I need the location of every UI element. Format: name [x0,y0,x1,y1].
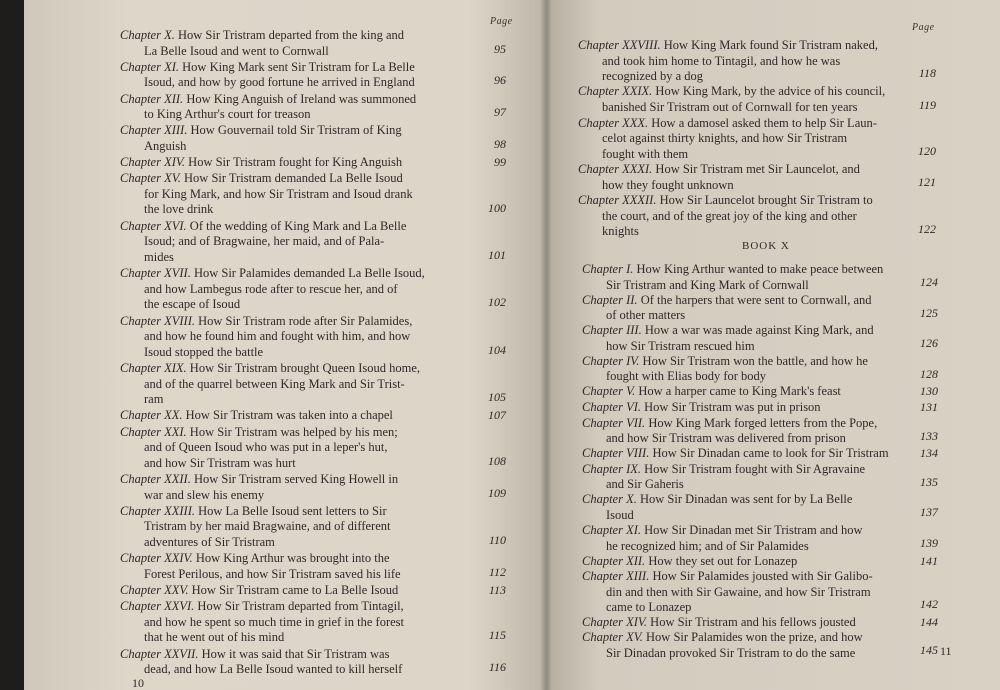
chapter-number: Chapter XIV. [120,155,186,170]
page-number: 144 [920,614,938,629]
toc-entry [578,116,918,163]
page-number: 119 [918,97,936,112]
chapter-title-line: Of the harpers that were sent to Cornwall, and [640,292,872,307]
chapter-title-line: Anguish [144,138,187,153]
chapter-number: Chapter XIV. [582,614,648,629]
toc-entry [582,400,922,416]
chapter-number: Chapter X. [120,28,175,42]
chapter-title-line: he recognized him; and of Sir Palamides [606,538,809,553]
chapter-title-line: How Sir Tristram brought Queen Isoud home, [189,361,420,375]
chapter-title-line: and how he spent so much time in grief in the forest [144,614,405,629]
page-number: 101 [488,248,506,262]
chapter-number: Chapter XI. [120,59,180,74]
page-number: 113 [488,583,506,597]
page-number: 96 [494,73,506,88]
chapter-title-line: How King Anguish of Ireland was summoned [186,91,417,106]
chapter-number: Chapter XXIII. [120,503,195,518]
chapter-number: Chapter VII. [582,415,646,430]
chapter-number: Chapter XIX. [120,361,187,375]
page-number: 141 [920,553,938,568]
page-number: 128 [920,366,938,381]
chapter-title-line: the love drink [144,202,214,217]
toc-entry [120,92,490,123]
toc-entry [120,219,490,266]
chapter-title-line: How Sir Dinadan came to look for Sir Tristram [652,446,889,461]
chapter-title-line: adventures of Sir Tristram [144,534,275,549]
chapter-number: Chapter III. [582,323,642,338]
toc-entry [582,462,922,493]
chapter-title-line: How Sir Tristram and his fellows jousted [650,614,856,629]
page-number: 142 [920,597,938,612]
chapter-title-line: came to Lonazep [606,600,692,615]
toc-entry [578,84,918,115]
toc-entry [582,416,922,447]
toc-entry [120,155,490,171]
toc-entry [582,262,922,293]
chapter-number: Chapter XXII. [120,472,191,486]
chapter-title-line: Of the wedding of King Mark and La Belle [189,218,407,233]
chapter-title-line: How Sir Dinadan met Sir Tristram and how [644,523,863,537]
page-number: 116 [488,660,506,675]
chapter-title-line: How Sir Tristram won the battle, and how he [642,353,868,368]
chapter-title-line: How Sir Tristram departed from the king and [177,28,404,42]
chapter-title-line: How Sir Tristram met Sir Launcelot, and [655,162,860,176]
chapter-title-line: How King Arthur wanted to make peace between [636,262,884,276]
chapter-title-line: How Sir Tristram fought for King Anguish [188,155,403,170]
chapter-title-line: Isoud, and how by good fortune he arrived in England [144,75,415,90]
chapter-title-line: and of Queen Isoud who was put in a leper's hut, [144,440,388,455]
chapter-title-line: Isoud stopped the battle [144,344,264,359]
page-number: 95 [494,41,506,56]
toc-entry [120,551,490,582]
chapter-title-line: How King Arthur was brought into the [195,551,390,566]
chapter-number: Chapter XVIII. [120,313,195,328]
chapter-number: Chapter XXX. [578,115,649,130]
chapter-title-line: How a damosel asked them to help Sir Laun- [651,115,877,130]
toc-entry [578,162,918,193]
toc-entry [582,492,922,523]
chapter-number: Chapter XIII. [120,123,188,138]
page-number: 107 [488,408,506,423]
chapter-title-line: celot against thirty knights, and how Sir Tristram [602,131,848,146]
toc-entry [120,266,490,313]
chapter-title-line: mides [144,249,174,264]
page-number: 126 [920,336,938,351]
chapter-title-line: How a harper came to King Mark's feast [638,384,841,399]
chapter-number: Chapter IX. [582,461,642,476]
chapter-number: Chapter XXIX. [578,84,653,99]
page-number: 133 [920,428,938,443]
toc-entry [120,60,490,91]
chapter-title-line: How Sir Tristram fought with Sir Agravaine [644,461,865,476]
chapter-title-line: Forest Perilous, and how Sir Tristram saved his life [144,566,401,581]
toc-entry [582,446,922,462]
toc-entry [120,28,490,59]
chapter-number: Chapter XXXI. [578,162,653,176]
chapter-title-line: the escape of Isoud [144,297,241,312]
toc-entry [582,323,922,354]
chapter-title-line: How La Belle Isoud sent letters to Sir [198,503,387,518]
chapter-title-line: How Sir Tristram was helped by his men; [189,424,398,439]
chapter-number: Chapter XXV. [120,583,189,597]
chapter-number: Chapter XXXII. [578,193,657,208]
chapter-number: Chapter XXI. [120,424,187,439]
page-number: 131 [920,400,938,414]
chapter-number: Chapter XXVI. [120,599,195,614]
chapter-title-line: How Sir Tristram served King Howell in [193,472,399,486]
chapter-title-line: How King Mark sent Sir Tristram for La Belle [182,59,415,74]
left-folio: 10 [132,676,144,690]
chapter-title-line: Isoud [606,507,634,522]
toc-entry [582,554,922,570]
page-number: 134 [920,446,938,461]
page-number: 104 [488,342,506,357]
chapter-number: Chapter XXVII. [120,646,199,661]
toc-entry [582,615,922,631]
chapter-title-line: dead, and how La Belle Isoud wanted to kill herself [144,662,403,677]
toc-entry [120,123,490,154]
chapter-title-line: and how Sir Tristram was delivered from prison [606,431,846,446]
gutter-shadow [540,0,552,690]
toc-entry [120,472,490,503]
toc-entry [120,171,490,218]
toc-entry [120,425,490,472]
chapter-title-line: How Sir Tristram came to La Belle Isoud [191,583,399,597]
toc-entry [582,384,922,400]
toc-entry [582,293,922,324]
page-number: 120 [918,144,936,158]
page-number: 139 [920,536,938,550]
chapter-title-line: How they set out for Lonazep [648,553,798,568]
chapter-title-line: Sir Dinadan provoked Sir Tristram to do the same [606,645,856,660]
chapter-title-line: How Sir Tristram departed from Tintagil, [197,599,404,614]
book-heading: BOOK X [742,240,790,252]
chapter-title-line: to King Arthur's court for treason [144,107,311,122]
chapter-number: Chapter I. [582,262,634,276]
chapter-title-line: and how Sir Tristram was hurt [144,455,296,470]
right-folio: 11 [940,644,952,658]
toc-entry [120,599,490,646]
chapter-title-line: How Sir Tristram was put in prison [644,400,821,414]
chapter-title-line: How King Mark forged letters from the Pope, [648,415,878,430]
chapter-number: Chapter XII. [582,553,646,568]
page-number: 135 [920,474,938,489]
page-number: 130 [920,384,938,399]
page-number: 145 [920,643,938,658]
chapter-title-line: How King Mark found Sir Tristram naked, [663,38,878,52]
chapter-title-line: that he went out of his mind [144,630,285,645]
page-number: 118 [918,66,936,81]
toc-entry [582,354,922,385]
chapter-title-line: How Sir Tristram rode after Sir Palamides, [198,313,413,328]
chapter-title-line: Isoud; and of Bragwaine, her maid, and of Pala- [144,234,385,249]
page-column-label: Page [490,16,513,27]
chapter-title-line: recognized by a dog [602,69,704,83]
chapter-title-line: of other matters [606,308,686,323]
right-page [546,0,1000,690]
chapter-number: Chapter XI. [582,523,642,537]
chapter-number: Chapter VI. [582,400,642,414]
chapter-title-line: La Belle Isoud and went to Cornwall [144,43,329,58]
toc-entry [578,38,918,85]
toc-entry [120,408,490,424]
toc-entry [582,523,922,554]
chapter-title-line: and how he found him and fought with him, and how [144,329,411,344]
page-number: 105 [488,390,506,405]
chapter-number: Chapter XVII. [120,266,191,281]
toc-entry [120,583,490,599]
chapter-title-line: How King Mark, by the advice of his council, [655,84,886,99]
chapter-number: Chapter XXVIII. [578,38,661,52]
chapter-title-line: How Gouvernail told Sir Tristram of King [190,123,402,138]
chapter-title-line: How Sir Launcelot brought Sir Tristram to [659,193,873,208]
chapter-title-line: how they fought unknown [602,177,734,192]
chapter-number: Chapter VIII. [582,446,650,461]
page-number: 102 [488,295,506,310]
chapter-number: Chapter V. [582,384,636,399]
chapter-title-line: din and then with Sir Gawaine, and how Sir Tristram [606,584,871,599]
page-number: 125 [920,305,938,320]
chapter-title-line: and of the quarrel between King Mark and Sir Trist- [144,376,405,391]
toc-entry [120,504,490,551]
toc-entry [120,647,490,678]
page-number: 110 [488,533,506,547]
page-number: 99 [494,155,506,170]
chapter-title-line: knights [602,224,639,239]
page-number: 122 [918,221,936,236]
chapter-title-line: war and slew his enemy [144,487,265,502]
chapter-title-line: ram [144,392,164,406]
chapter-title-line: How it was said that Sir Tristram was [201,646,390,661]
chapter-title-line: for King Mark, and how Sir Tristram and Isoud drank [144,186,413,201]
page-number: 98 [494,137,506,151]
left-page [24,0,546,690]
chapter-number: Chapter XIII. [582,569,650,584]
chapter-title-line: how Sir Tristram rescued him [606,338,755,353]
page-number: 137 [920,505,938,520]
chapter-title-line: Sir Tristram and King Mark of Cornwall [606,277,809,292]
chapter-title-line: and took him home to Tintagil, and how he was [602,53,841,68]
chapter-title-line: How Sir Palamides won the prize, and how [646,630,863,645]
page-number: 97 [494,105,506,120]
chapter-title-line: and Sir Gaheris [606,477,684,492]
chapter-title-line: and how Lambegus rode after to rescue her, and of [144,281,398,296]
chapter-title-line: How Sir Dinadan was sent for by La Belle [639,492,853,507]
page-number: 121 [918,175,936,190]
toc-entry [120,361,490,408]
chapter-title-line: How Sir Tristram was taken into a chapel [185,408,393,423]
page-number: 109 [488,485,506,500]
chapter-title-line: fought with Elias body for body [606,369,767,384]
chapter-title-line: How a war was made against King Mark, and [644,323,874,338]
page-number: 115 [488,628,506,643]
toc-entry [578,193,918,240]
toc-entry [120,314,490,361]
chapter-title-line: How Sir Palamides demanded La Belle Isoud, [193,266,425,281]
chapter-number: Chapter XV. [582,630,643,645]
page-number: 112 [488,564,506,579]
chapter-number: Chapter XV. [120,171,181,186]
chapter-number: Chapter XXIV. [120,551,193,566]
chapter-title-line: the court, and of the great joy of the king and other [602,208,857,223]
page-column-label: Page [912,22,935,33]
chapter-number: Chapter X. [582,492,637,507]
chapter-title-line: Tristram by her maid Bragwaine, and of different [144,519,391,534]
chapter-number: Chapter XVI. [120,218,187,233]
page-number: 100 [488,200,506,215]
chapter-number: Chapter II. [582,292,638,307]
chapter-number: Chapter XII. [120,91,184,106]
chapter-title-line: How Sir Tristram demanded La Belle Isoud [184,171,403,186]
chapter-number: Chapter IV. [582,353,640,368]
chapter-title-line: fought with them [602,146,689,161]
page-number: 124 [920,275,938,289]
toc-entry [582,569,922,616]
page-number: 108 [488,453,506,468]
chapter-title-line: How Sir Palamides jousted with Sir Galibo- [652,569,873,584]
chapter-title-line: banished Sir Tristram out of Cornwall for ten years [602,99,858,114]
toc-entry [582,630,922,661]
chapter-number: Chapter XX. [120,408,183,423]
